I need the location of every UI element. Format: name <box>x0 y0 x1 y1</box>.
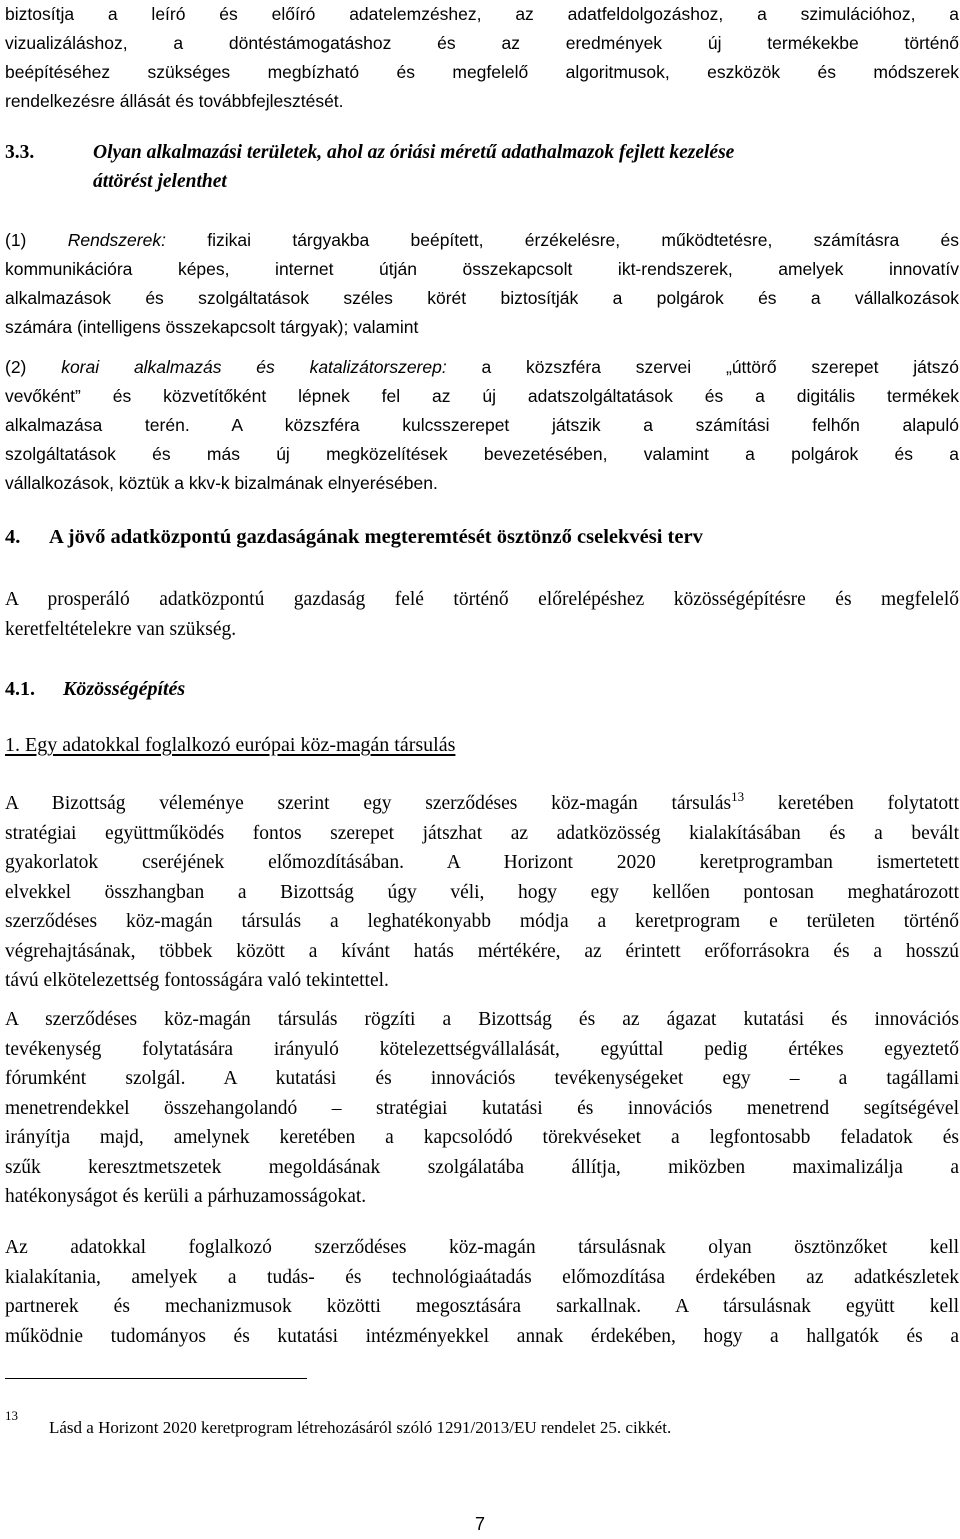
text-line: fórumként szolgál. A kutatási és innovációs tevékenységeket egy – a tagállami <box>5 1068 959 1089</box>
list-item-2 <box>5 353 959 498</box>
footnote-separator <box>5 1378 307 1379</box>
text-line: A Bizottság véleménye szerint egy szerződéses köz-magán társulás <box>5 793 732 814</box>
item-number: (1) <box>5 230 68 250</box>
text-line: beépítéséhez szükséges megbízható és megfelelő algoritmusok, eszközök és módszerek <box>5 62 959 82</box>
section-4-1-heading <box>5 678 959 701</box>
text-line: tevékenység folytatására irányuló kötelezettségvállalását, egyúttal pedig értékes egyeztető <box>5 1038 959 1060</box>
paragraph-ppp <box>5 789 959 996</box>
list-item-1 <box>5 226 959 342</box>
text-line: számára (intelligens összekapcsolt tárgyak); valamint <box>5 317 419 337</box>
footnote-reference[interactable]: 13 <box>731 789 745 804</box>
text-line: keretében folytatott <box>744 793 959 814</box>
footnote-mark: 13 <box>5 1408 18 1423</box>
text-line: szerződéses köz-magán társulás a leghatékonyabb módja a keretprogram e területen történő <box>5 911 959 932</box>
subheading-underlined: 1. Egy adatokkal foglalkozó európai köz-magán társulás <box>5 734 456 756</box>
text-line: távú elkötelezettség fontosságára való tekintettel. <box>5 970 389 991</box>
section-number: 3.3. <box>5 142 35 163</box>
section-title-cont: áttörést jelenthet <box>93 171 227 192</box>
text-line: stratégiai együttműködés fontos szerepet játszhat az adatközösség kialakításában és a bevált <box>5 822 959 844</box>
text-line: biztosítja a leíró és előíró adatelemzéshez, az adatfeldolgozáshoz, a szimulációhoz, a <box>5 4 959 24</box>
text-line: kommunikációra képes, internet útján összekapcsolt ikt-rendszerek, amelyek innovatív <box>5 259 959 279</box>
paragraph-incentives <box>5 1233 959 1351</box>
section-number: 4. <box>5 526 21 548</box>
text-line: hatékonyságot és kerüli a párhuzamosságokat. <box>5 1186 367 1207</box>
text-line: irányítja majd, amelynek keretében a kapcsolódó törekvéseket a legfontosabb feladatok és <box>5 1127 959 1148</box>
text-line: gyakorlatok cseréjének előmozdításában. A Horizont 2020 keretprogramban ismertetett <box>5 852 959 873</box>
paragraph-commitment <box>5 1005 959 1212</box>
intro-paragraph <box>5 0 959 116</box>
text-line: A prosperáló adatközpontú gazdaság felé történő előrelépéshez közösségépítésre és megfelelő <box>5 589 959 610</box>
text-line: végrehajtásának, többek között a kívánt hatás mértékére, az érintett erőforrásokra és a hosszú <box>5 940 959 962</box>
text-line: Az adatokkal foglalkozó szerződéses köz-magán társulásnak olyan ösztönzőket kell <box>5 1237 959 1258</box>
text-line: kialakítania, amelyek a tudás- és technológiaátadás előmozdítása érdekében az adatkészletek <box>5 1266 959 1288</box>
text-line: szűk keresztmetszetek megoldásának szolgálatába állítja, miközben maximalizálja a <box>5 1156 959 1178</box>
text-line: partnerek és mechanizmusok közötti megosztására sarkallnak. A társulásnak együtt kell <box>5 1296 959 1317</box>
text-line: menetrendekkel összehangolandó – stratégiai kutatási és innovációs menetrend segítségével <box>5 1097 959 1119</box>
text-line: fizikai tárgyakba beépített, érzékelésre, működtetésre, számításra és <box>165 230 959 250</box>
text-line: a közszféra szervei „úttörő szerepet játszó <box>446 357 960 377</box>
item-number: (2) <box>5 357 62 377</box>
item-label: korai alkalmazás és katalizátorszerep: <box>61 357 447 377</box>
section-title: A jövő adatközpontú gazdaságának megteremtését ösztönző cselekvési terv <box>49 526 703 548</box>
section-title: Közösségépítés <box>63 678 186 700</box>
section-3-3-heading <box>5 138 959 196</box>
section-4-heading <box>5 526 959 549</box>
text-line: vevőként” és közvetítőként lépnek fel az új adatszolgáltatások és a digitális termékek <box>5 386 959 406</box>
text-line: A szerződéses köz-magán társulás rögzíti a Bizottság és az ágazat kutatási és innovációs <box>5 1009 959 1030</box>
text-line: vállalkozások, köztük a kkv-k bizalmának elnyerésében. <box>5 473 438 493</box>
section-title: Olyan alkalmazási területek, ahol az óriási méretű adathalmazok fejlett kezelése <box>93 142 735 163</box>
text-line: vizualizáláshoz, a döntéstámogatáshoz és az eredmények új termékekbe történő <box>5 33 959 53</box>
section-number: 4.1. <box>5 678 35 700</box>
item-label: Rendszerek: <box>67 230 166 250</box>
text-line: működnie tudományos és kutatási intézményekkel annak érdekében, hogy a hallgatók és a <box>5 1325 959 1347</box>
footnote-text: Lásd a Horizont 2020 keretprogram létrehozásáról szóló 1291/2013/EU rendelet 25. cikkét. <box>49 1418 672 1437</box>
text-line: elvekkel összhangban a Bizottság úgy véli, hogy egy kellően pontosan meghatározott <box>5 881 959 903</box>
text-line: keretfeltételekre van szükség. <box>5 618 237 640</box>
text-line: rendelkezésre állását és továbbfejlesztését. <box>5 91 344 111</box>
page-number: 7 <box>474 1514 485 1534</box>
section-4-paragraph <box>5 585 959 644</box>
text-line: szolgáltatások és más új megközelítések bevezetésében, valamint a polgárok és a <box>5 444 959 464</box>
text-line: alkalmazása terén. A közszféra kulcsszerepet játszik a számítási felhőn alapuló <box>5 415 959 435</box>
text-line: alkalmazások és szolgáltatások széles körét biztosítják a polgárok és a vállalkozások <box>5 288 959 308</box>
